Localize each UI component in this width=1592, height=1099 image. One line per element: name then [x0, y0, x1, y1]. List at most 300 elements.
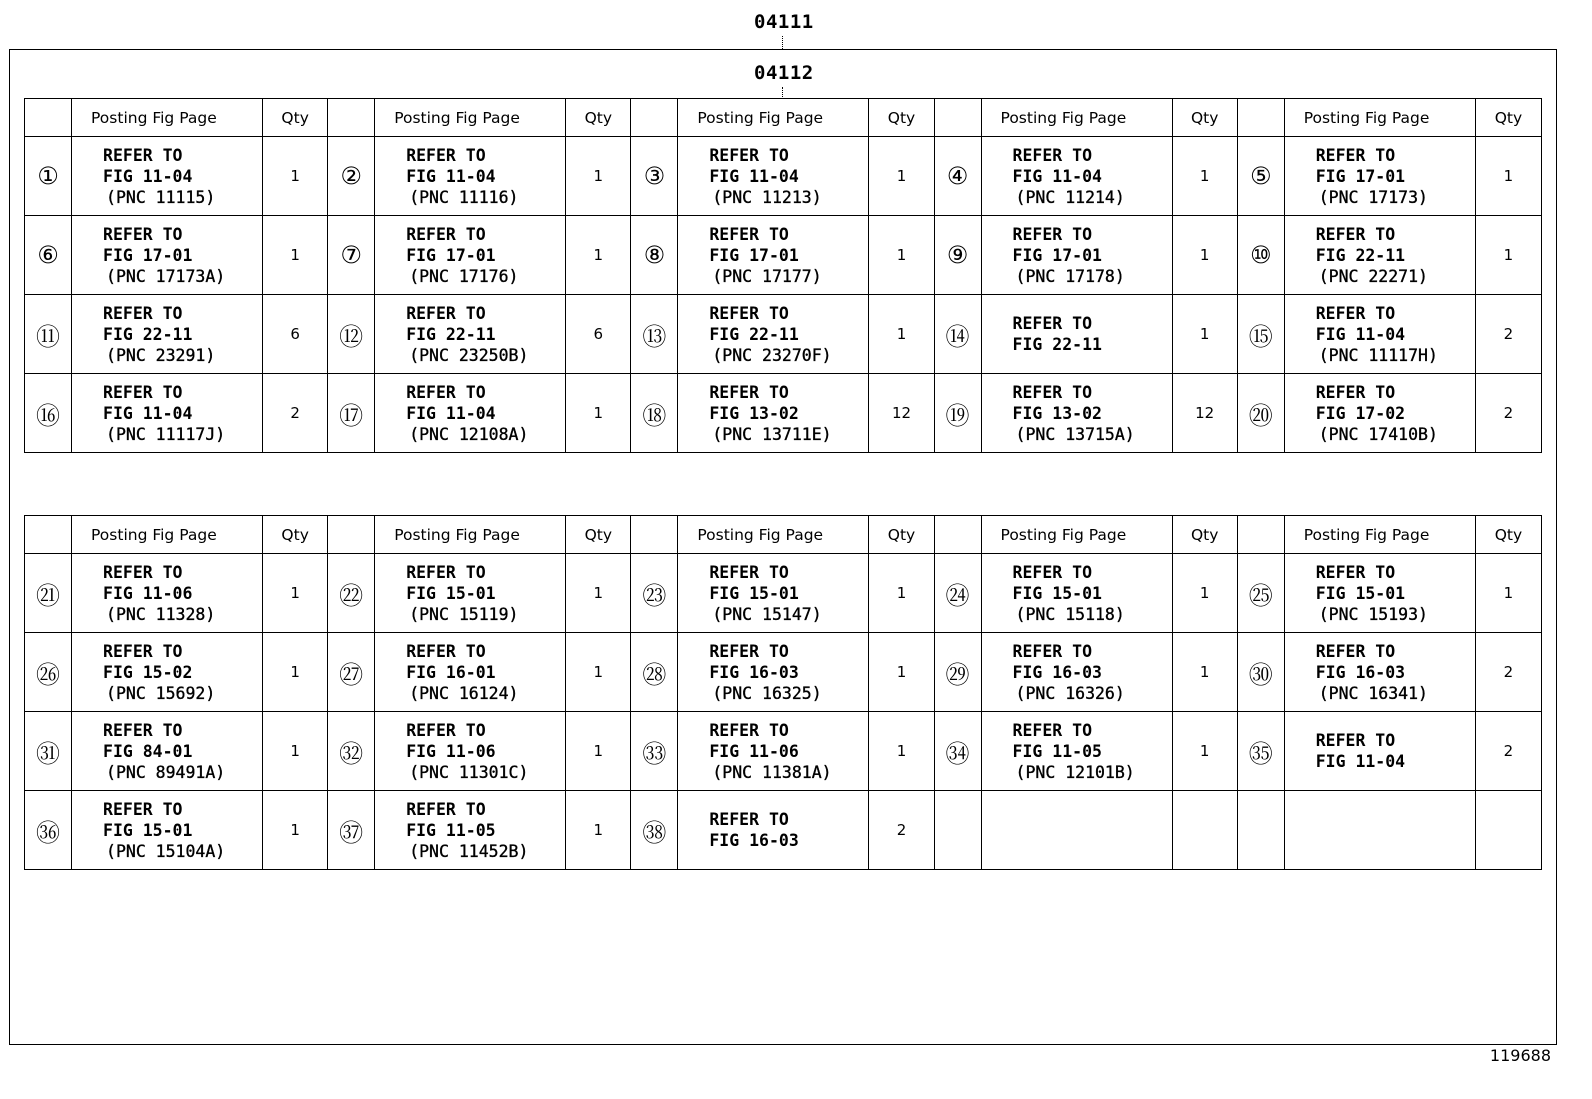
pnc-text: (PNC 15118)	[1015, 604, 1125, 624]
refer-to-text: REFER TO	[103, 799, 183, 819]
header-row	[25, 516, 1542, 554]
fig-page-text: FIG 13-02	[1012, 403, 1102, 423]
qty-value: 1	[566, 712, 631, 791]
fig-page-text: FIG 17-01	[709, 245, 799, 265]
posting-fig-text	[72, 224, 262, 287]
fig-page-text: FIG 11-04	[406, 166, 496, 186]
ref-number-circle: ⑪	[25, 295, 72, 374]
fig-page-text: FIG 17-02	[1315, 403, 1406, 423]
qty-value: 2	[1475, 633, 1541, 712]
ref-number-circle: ㊳	[631, 791, 678, 870]
ref-number-circle: ⑰	[328, 374, 375, 453]
posting-fig-text	[72, 145, 262, 208]
fig-page-text: FIG 11-06	[709, 741, 799, 761]
fig-page-text: FIG 17-01	[103, 245, 193, 265]
refer-to-text: REFER TO	[709, 562, 789, 582]
fig-page-text: FIG 15-02	[103, 662, 193, 682]
posting-fig-text	[678, 145, 868, 208]
table-row	[25, 374, 1542, 453]
posting-fig-cell	[678, 137, 869, 216]
fig-page-text: FIG 22-11	[406, 324, 496, 344]
posting-fig-cell	[375, 216, 566, 295]
posting-fig-cell	[678, 216, 869, 295]
qty-value: 1	[263, 791, 328, 870]
posting-fig-cell	[1284, 633, 1475, 712]
refer-to-text: REFER TO	[406, 382, 486, 402]
pnc-text: (PNC 12108A)	[409, 424, 529, 444]
posting-fig-cell	[678, 791, 869, 870]
top-group-code: 04111	[754, 11, 814, 33]
fig-page-text: FIG 22-11	[103, 324, 193, 344]
refer-to-text: REFER TO	[709, 145, 789, 165]
posting-fig-cell	[375, 712, 566, 791]
ref-number-circle: ㉓	[631, 554, 678, 633]
refer-to-text: REFER TO	[1012, 641, 1093, 661]
posting-fig-text	[72, 303, 262, 366]
qty-value: 1	[1172, 137, 1237, 216]
fig-page-text: FIG 17-01	[1012, 245, 1102, 265]
qty-header: Qty	[566, 516, 631, 554]
pnc-text: (PNC 23270F)	[712, 345, 832, 365]
refer-to-text: REFER TO	[103, 303, 183, 323]
refer-to-text: REFER TO	[1012, 314, 1093, 333]
fig-page-text: FIG 17-01	[1315, 166, 1406, 186]
fig-page-text: FIG 17-01	[406, 245, 496, 265]
fig-page-text: FIG 22-11	[709, 324, 799, 344]
ref-number-circle: ⑬	[631, 295, 678, 374]
num-header	[934, 99, 981, 137]
qty-value: 12	[869, 374, 934, 453]
fig-page-text: FIG 16-03	[1012, 662, 1102, 682]
pnc-text: (PNC 15193)	[1318, 604, 1428, 624]
refer-to-text: REFER TO	[406, 562, 486, 582]
posting-fig-text	[375, 382, 565, 445]
posting-fig-cell	[375, 633, 566, 712]
qty-value: 1	[566, 791, 631, 870]
pnc-text: (PNC 22271)	[1318, 266, 1428, 286]
qty-value: 1	[1172, 633, 1237, 712]
posting-fig-text	[1285, 641, 1475, 704]
qty-value: 2	[263, 374, 328, 453]
refer-to-text: REFER TO	[406, 303, 486, 323]
table-row	[25, 137, 1542, 216]
qty-header: Qty	[869, 99, 934, 137]
posting-fig-text	[375, 641, 565, 704]
posting-fig-text	[1285, 730, 1475, 772]
posting-fig-text	[678, 224, 868, 287]
posting-fig-text	[678, 809, 868, 851]
fig-page-text: FIG 84-01	[103, 741, 193, 761]
ref-number-circle: ⑥	[25, 216, 72, 295]
posting-fig-page-header: Posting Fig Page	[981, 516, 1172, 554]
fig-page-text: FIG 11-05	[406, 820, 496, 840]
posting-fig-text	[72, 799, 262, 862]
qty-header: Qty	[263, 99, 328, 137]
qty-value: 1	[869, 216, 934, 295]
posting-fig-cell	[72, 137, 263, 216]
posting-fig-cell	[72, 216, 263, 295]
qty-value	[1475, 791, 1541, 870]
ref-number-circle: ㉚	[1237, 633, 1284, 712]
ref-number-circle: ㉞	[934, 712, 981, 791]
ref-number-circle: ㉑	[25, 554, 72, 633]
num-header	[631, 99, 678, 137]
posting-fig-text	[982, 641, 1172, 704]
ref-number-circle: ㊱	[25, 791, 72, 870]
fig-page-text: FIG 11-05	[1012, 741, 1102, 761]
posting-fig-text	[375, 145, 565, 208]
qty-header: Qty	[1172, 99, 1237, 137]
posting-fig-text	[982, 313, 1172, 355]
posting-fig-text	[375, 224, 565, 287]
qty-value: 1	[1475, 216, 1541, 295]
ref-number-circle: ㉒	[328, 554, 375, 633]
posting-fig-text	[982, 720, 1172, 783]
qty-value: 12	[1172, 374, 1237, 453]
posting-fig-text	[72, 720, 262, 783]
qty-value: 2	[1475, 712, 1541, 791]
qty-value: 1	[566, 633, 631, 712]
fig-page-text: FIG 11-04	[1012, 166, 1102, 186]
posting-fig-cell	[72, 554, 263, 633]
posting-fig-page-header: Posting Fig Page	[678, 99, 869, 137]
qty-value: 6	[263, 295, 328, 374]
ref-number-circle: ①	[25, 137, 72, 216]
pnc-text: (PNC 23250B)	[409, 345, 529, 365]
refer-to-text: REFER TO	[103, 720, 183, 740]
posting-fig-text	[375, 720, 565, 783]
ref-number-circle: ㊲	[328, 791, 375, 870]
pnc-text: (PNC 17173)	[1318, 187, 1428, 207]
posting-fig-text	[678, 641, 868, 704]
posting-fig-page-header: Posting Fig Page	[375, 516, 566, 554]
refer-to-text: REFER TO	[1012, 145, 1093, 165]
qty-header: Qty	[263, 516, 328, 554]
refer-to-text: REFER TO	[1012, 562, 1093, 582]
ref-number-circle: ⑯	[25, 374, 72, 453]
posting-fig-cell	[1284, 712, 1475, 791]
refer-to-text: REFER TO	[1012, 720, 1093, 740]
refer-to-text: REFER TO	[103, 382, 183, 402]
refer-to-text: REFER TO	[709, 641, 789, 661]
fig-page-text: FIG 11-04	[1315, 324, 1406, 344]
qty-value: 1	[869, 295, 934, 374]
posting-fig-text	[982, 145, 1172, 208]
refer-to-text: REFER TO	[406, 145, 486, 165]
refer-to-text: REFER TO	[1012, 224, 1093, 244]
table-row	[25, 633, 1542, 712]
refer-to-text: REFER TO	[406, 799, 486, 819]
refer-to-text: REFER TO	[1315, 224, 1396, 244]
pnc-text: (PNC 13715A)	[1015, 424, 1135, 444]
posting-fig-text	[678, 303, 868, 366]
posting-fig-cell	[72, 374, 263, 453]
pnc-text: (PNC 15104A)	[106, 841, 226, 861]
posting-fig-page-header: Posting Fig Page	[72, 516, 263, 554]
posting-fig-cell	[375, 137, 566, 216]
table-row	[25, 216, 1542, 295]
num-header	[25, 516, 72, 554]
posting-fig-cell	[1284, 791, 1475, 870]
posting-fig-page-header: Posting Fig Page	[1284, 99, 1475, 137]
posting-fig-page-header: Posting Fig Page	[678, 516, 869, 554]
refer-to-text: REFER TO	[103, 641, 183, 661]
posting-fig-text	[375, 303, 565, 366]
table-row	[25, 791, 1542, 870]
posting-fig-cell	[375, 791, 566, 870]
posting-fig-cell	[72, 791, 263, 870]
posting-fig-text	[375, 799, 565, 862]
qty-value: 1	[869, 712, 934, 791]
fig-page-text: FIG 15-01	[406, 583, 496, 603]
qty-value: 1	[263, 216, 328, 295]
ref-number-circle: ⑮	[1237, 295, 1284, 374]
num-header	[328, 99, 375, 137]
posting-fig-text	[678, 720, 868, 783]
fig-page-text: FIG 11-06	[406, 741, 496, 761]
fig-page-text: FIG 16-01	[406, 662, 496, 682]
ref-number-circle: ㉘	[631, 633, 678, 712]
fig-page-text: FIG 11-04	[406, 403, 496, 423]
refer-to-text: REFER TO	[1315, 145, 1396, 165]
fig-page-text: FIG 15-01	[103, 820, 193, 840]
posting-fig-cell	[981, 137, 1172, 216]
fig-page-text: FIG 13-02	[709, 403, 799, 423]
ref-number-circle: ⑫	[328, 295, 375, 374]
qty-header: Qty	[1172, 516, 1237, 554]
parts-table-1	[24, 98, 1542, 453]
pnc-text: (PNC 13711E)	[712, 424, 832, 444]
posting-fig-text	[1285, 303, 1475, 366]
refer-to-text: REFER TO	[709, 303, 789, 323]
fig-page-text: FIG 11-04	[1315, 752, 1406, 771]
figure-id: 119688	[1489, 1046, 1551, 1065]
ref-number-circle: ㉔	[934, 554, 981, 633]
ref-number-circle: ⑤	[1237, 137, 1284, 216]
header-row	[25, 99, 1542, 137]
refer-to-text: REFER TO	[1315, 562, 1396, 582]
fig-page-text: FIG 11-04	[709, 166, 799, 186]
fig-page-text: FIG 15-01	[1315, 583, 1406, 603]
posting-fig-cell	[981, 633, 1172, 712]
pnc-text: (PNC 15147)	[712, 604, 822, 624]
posting-fig-cell	[981, 712, 1172, 791]
refer-to-text: REFER TO	[1315, 641, 1396, 661]
ref-number-circle: ㉗	[328, 633, 375, 712]
ref-number-circle: ⑭	[934, 295, 981, 374]
posting-fig-text	[375, 562, 565, 625]
table-row	[25, 295, 1542, 374]
pnc-text: (PNC 11115)	[106, 187, 216, 207]
ref-number-circle: ③	[631, 137, 678, 216]
posting-fig-text	[678, 562, 868, 625]
qty-header: Qty	[1475, 99, 1541, 137]
num-header	[1237, 99, 1284, 137]
refer-to-text: REFER TO	[103, 145, 183, 165]
ref-number-circle: ⑱	[631, 374, 678, 453]
ref-number-circle: ㉕	[1237, 554, 1284, 633]
posting-fig-text	[982, 562, 1172, 625]
qty-value: 1	[263, 137, 328, 216]
ref-number-circle: ⑩	[1237, 216, 1284, 295]
pnc-text: (PNC 16326)	[1015, 683, 1125, 703]
refer-to-text: REFER TO	[1315, 382, 1396, 402]
posting-fig-page-header: Posting Fig Page	[375, 99, 566, 137]
refer-to-text: REFER TO	[1315, 731, 1396, 750]
posting-fig-text	[72, 562, 262, 625]
num-header	[25, 99, 72, 137]
posting-fig-text	[1285, 382, 1475, 445]
posting-fig-cell	[375, 554, 566, 633]
qty-value: 1	[869, 137, 934, 216]
fig-page-text: FIG 11-04	[103, 166, 193, 186]
posting-fig-cell	[981, 216, 1172, 295]
posting-fig-cell	[1284, 216, 1475, 295]
pnc-text: (PNC 17410B)	[1318, 424, 1438, 444]
fig-page-text: FIG 16-03	[1315, 662, 1406, 682]
table-row	[25, 554, 1542, 633]
ref-number-circle: ㉟	[1237, 712, 1284, 791]
posting-fig-cell	[981, 554, 1172, 633]
posting-fig-cell	[678, 554, 869, 633]
pnc-text: (PNC 17173A)	[106, 266, 226, 286]
qty-value: 1	[263, 633, 328, 712]
posting-fig-cell	[72, 295, 263, 374]
qty-value: 1	[263, 554, 328, 633]
num-header	[328, 516, 375, 554]
refer-to-text: REFER TO	[1315, 303, 1396, 323]
qty-value: 1	[1172, 295, 1237, 374]
posting-fig-text	[1285, 145, 1475, 208]
ref-number-circle	[1237, 791, 1284, 870]
posting-fig-text	[1285, 224, 1475, 287]
pnc-text: (PNC 16325)	[712, 683, 822, 703]
ref-number-circle: ㉖	[25, 633, 72, 712]
sub-group-code: 04112	[754, 62, 814, 84]
ref-number-circle: ⑳	[1237, 374, 1284, 453]
fig-page-text: FIG 16-03	[709, 662, 799, 682]
qty-value	[1172, 791, 1237, 870]
posting-fig-cell	[1284, 137, 1475, 216]
pnc-text: (PNC 11452B)	[409, 841, 529, 861]
posting-fig-text	[982, 382, 1172, 445]
pnc-text: (PNC 15119)	[409, 604, 519, 624]
posting-fig-cell	[678, 712, 869, 791]
qty-value: 1	[566, 216, 631, 295]
qty-value: 1	[566, 374, 631, 453]
ref-number-circle: ⑧	[631, 216, 678, 295]
posting-fig-text	[1285, 562, 1475, 625]
posting-fig-text	[982, 224, 1172, 287]
pnc-text: (PNC 17176)	[409, 266, 519, 286]
qty-header: Qty	[1475, 516, 1541, 554]
qty-value: 2	[869, 791, 934, 870]
posting-fig-cell	[375, 295, 566, 374]
posting-fig-cell	[678, 374, 869, 453]
posting-fig-cell	[981, 791, 1172, 870]
qty-value: 6	[566, 295, 631, 374]
posting-fig-page-header: Posting Fig Page	[981, 99, 1172, 137]
pnc-text: (PNC 11117H)	[1318, 345, 1438, 365]
posting-fig-cell	[1284, 554, 1475, 633]
qty-value: 1	[566, 137, 631, 216]
refer-to-text: REFER TO	[1012, 382, 1093, 402]
num-header	[1237, 516, 1284, 554]
pnc-text: (PNC 89491A)	[106, 762, 226, 782]
qty-value: 1	[263, 712, 328, 791]
posting-fig-text	[72, 382, 262, 445]
refer-to-text: REFER TO	[709, 720, 789, 740]
fig-page-text: FIG 22-11	[1315, 245, 1406, 265]
fig-page-text: FIG 15-01	[709, 583, 799, 603]
refer-to-text: REFER TO	[103, 562, 183, 582]
qty-header: Qty	[869, 516, 934, 554]
refer-to-text: REFER TO	[406, 641, 486, 661]
posting-fig-cell	[1284, 374, 1475, 453]
ref-number-circle: ④	[934, 137, 981, 216]
posting-fig-cell	[678, 633, 869, 712]
parts-table-2	[24, 515, 1542, 870]
posting-fig-cell	[678, 295, 869, 374]
posting-fig-cell	[981, 295, 1172, 374]
pnc-text: (PNC 12101B)	[1015, 762, 1135, 782]
refer-to-text: REFER TO	[103, 224, 183, 244]
refer-to-text: REFER TO	[709, 382, 789, 402]
posting-fig-cell	[72, 712, 263, 791]
posting-fig-cell	[375, 374, 566, 453]
fig-page-text: FIG 16-03	[709, 831, 799, 850]
fig-page-text: FIG 11-06	[103, 583, 193, 603]
pnc-text: (PNC 15692)	[106, 683, 216, 703]
posting-fig-cell	[981, 374, 1172, 453]
qty-value: 1	[869, 633, 934, 712]
qty-value: 1	[566, 554, 631, 633]
ref-number-circle	[934, 791, 981, 870]
ref-number-circle: ㉛	[25, 712, 72, 791]
top-code-leader	[782, 36, 783, 49]
num-header	[631, 516, 678, 554]
qty-value: 1	[1475, 554, 1541, 633]
posting-fig-page-header: Posting Fig Page	[1284, 516, 1475, 554]
posting-fig-cell	[72, 633, 263, 712]
table-row	[25, 712, 1542, 791]
qty-value: 2	[1475, 374, 1541, 453]
refer-to-text: REFER TO	[406, 224, 486, 244]
pnc-text: (PNC 23291)	[106, 345, 216, 365]
fig-page-text: FIG 11-04	[103, 403, 193, 423]
ref-number-circle: ㉝	[631, 712, 678, 791]
posting-fig-page-header: Posting Fig Page	[72, 99, 263, 137]
pnc-text: (PNC 16124)	[409, 683, 519, 703]
refer-to-text: REFER TO	[709, 224, 789, 244]
posting-fig-text	[678, 382, 868, 445]
ref-number-circle: ⑦	[328, 216, 375, 295]
fig-page-text: FIG 22-11	[1012, 335, 1102, 354]
pnc-text: (PNC 16341)	[1318, 683, 1428, 703]
ref-number-circle: ②	[328, 137, 375, 216]
ref-number-circle: ⑲	[934, 374, 981, 453]
pnc-text: (PNC 17178)	[1015, 266, 1125, 286]
qty-value: 1	[1475, 137, 1541, 216]
pnc-text: (PNC 11381A)	[712, 762, 832, 782]
qty-header: Qty	[566, 99, 631, 137]
pnc-text: (PNC 11214)	[1015, 187, 1125, 207]
qty-value: 1	[1172, 712, 1237, 791]
qty-value: 1	[1172, 216, 1237, 295]
posting-fig-text	[72, 641, 262, 704]
fig-page-text: FIG 15-01	[1012, 583, 1102, 603]
pnc-text: (PNC 11213)	[712, 187, 822, 207]
